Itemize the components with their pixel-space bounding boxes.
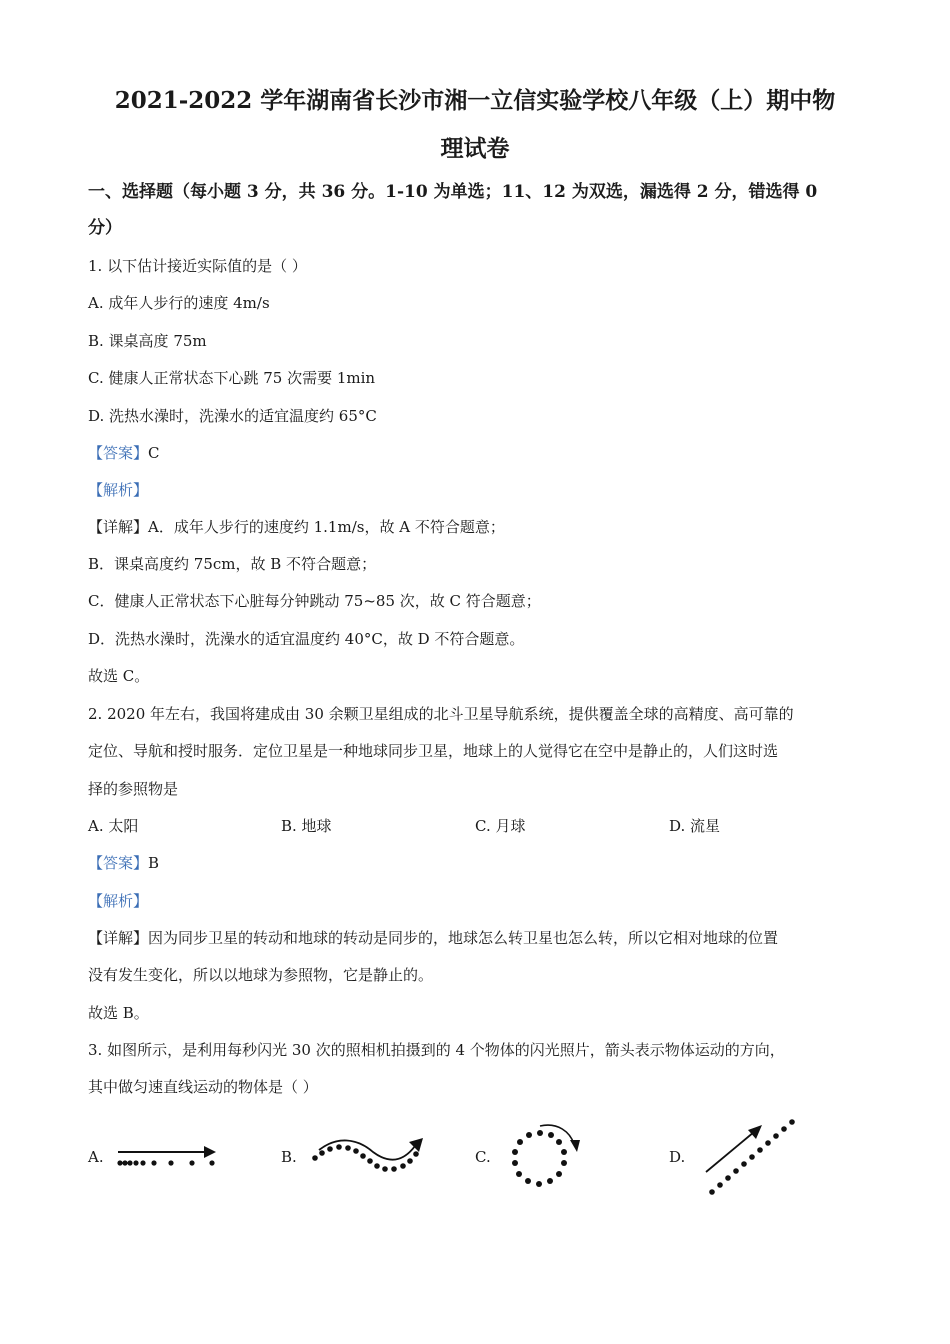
q1-detail-c: C．健康人正常状态下心脏每分钟跳动 75~85 次，故 C 符合题意； <box>88 592 541 610</box>
motion-arrow-icon <box>706 1125 762 1172</box>
q3-figure-c <box>500 1118 590 1198</box>
q2-detail-line-2: 没有发生变化，所以以地球为参照物，它是静止的。 <box>88 966 434 984</box>
q3-stem-line-1: 3. 如图所示，是利用每秒闪光 30 次的照相机拍摄到的 4 个物体的闪光照片，箭头表示物体运动的方向， <box>88 1041 785 1059</box>
q1-answer-value: C <box>148 444 160 462</box>
q2-analysis-line <box>88 890 148 912</box>
analysis-tag: 【解析】 <box>88 892 149 910</box>
q2-option-b: B. 地球 <box>281 817 332 835</box>
exam-title-line-1: 2021-2022 学年湖南省长沙市湘一立信实验学校八年级（上）期中物 <box>114 87 836 114</box>
q1-option-a: A. 成年人步行的速度 4m/s <box>88 294 270 312</box>
q2-detail-text-1: 因为同步卫星的转动和地球的转动是同步的，地球怎么转卫星也怎么转，所以它相对地球的位置 <box>148 929 779 947</box>
q2-stem-line-3: 择的参照物是 <box>88 780 179 798</box>
flash-dots-a <box>117 1160 214 1165</box>
q1-detail-a: A．成年人步行的速度约 1.1m/s，故 A 不符合题意； <box>148 518 505 536</box>
q2-answer-line <box>88 852 159 874</box>
q2-stem-line-1: 2. 2020 年左右，我国将建成由 30 余颗卫星组成的北斗卫星导航系统，提供覆盖全球的高精度、高可靠的 <box>88 705 794 723</box>
q1-detail-d: D．洗热水澡时，洗澡水的适宜温度约 40°C，故 D 不符合题意。 <box>88 630 525 648</box>
q1-option-c: C. 健康人正常状态下心跳 75 次需要 1min <box>88 369 376 387</box>
q1-option-b: B. 课桌高度 75m <box>88 332 207 350</box>
q3-figure-label-c: C. <box>475 1148 491 1166</box>
q1-detail-b: B．课桌高度约 75cm，故 B 不符合题意； <box>88 555 377 573</box>
q3-figure-label-b: B. <box>281 1148 297 1166</box>
q3-stem-line-2: 其中做匀速直线运动的物体是（ ） <box>88 1078 318 1096</box>
q3-figure-a <box>112 1140 222 1176</box>
q1-option-d: D. 洗热水澡时，洗澡水的适宜温度约 65°C <box>88 407 377 425</box>
q1-analysis-line <box>88 479 148 501</box>
q1-stem: 1. 以下估计接近实际值的是（ ） <box>88 257 307 275</box>
q3-figure-label-a: A. <box>88 1148 104 1166</box>
q2-conclusion: 故选 B。 <box>88 1004 149 1022</box>
section-heading-line-2: 分） <box>88 218 122 238</box>
answer-tag: 【答案】 <box>88 444 149 462</box>
motion-arrow-icon <box>319 1138 423 1160</box>
q3-figure-d <box>698 1112 808 1202</box>
exam-title-line-2: 理试卷 <box>440 135 510 162</box>
section-heading <box>88 174 868 246</box>
detail-tag: 【详解】 <box>88 518 149 536</box>
q2-answer-value: B <box>148 854 160 872</box>
q1-detail-line-1 <box>88 516 505 538</box>
q3-figure-b <box>305 1132 440 1182</box>
q2-option-c: C. 月球 <box>475 817 526 835</box>
q1-answer-line <box>88 442 160 464</box>
q2-option-d: D. 流星 <box>669 817 721 835</box>
flash-dots-c <box>512 1130 567 1187</box>
q2-option-a: A. 太阳 <box>88 817 139 835</box>
q3-figure-label-d: D. <box>669 1148 686 1166</box>
motion-arrow-icon <box>118 1146 216 1158</box>
detail-tag: 【详解】 <box>88 929 149 947</box>
section-heading-line-1: 一、选择题（每小题 3 分，共 36 分。1-10 为单选；11、12 为双选，漏选得 2 分，错选得 0 <box>88 182 818 202</box>
q2-detail-line-1 <box>88 927 778 949</box>
answer-tag: 【答案】 <box>88 854 149 872</box>
motion-arrow-icon <box>540 1125 580 1152</box>
analysis-tag: 【解析】 <box>88 481 149 499</box>
q1-conclusion: 故选 C。 <box>88 667 150 685</box>
q2-stem-line-2: 定位、导航和授时服务．定位卫星是一种地球同步卫星，地球上的人觉得它在空中是静止的，人们这时选 <box>88 742 779 760</box>
